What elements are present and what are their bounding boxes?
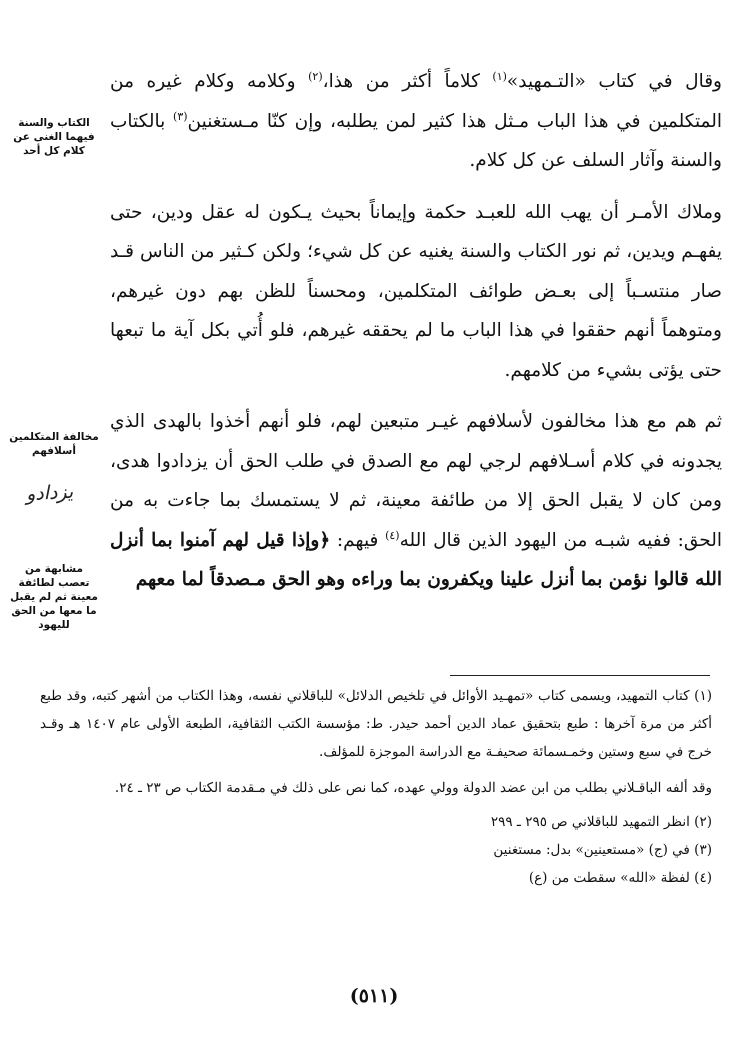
footnote-separator	[450, 675, 710, 676]
footnotes	[40, 682, 712, 892]
paragraph-3-text-a: ثم هم مع هذا مخالفون لأسلافهم غيـر متبعين لهم، فلو أنهم أخذوا بالهدى الذي يجدونه في كلام أسـلافهم لرجي لهم مع الصدق في طلب الحق أن يزدادوا هدى، ومن كان لا يقبل الحق إلا من طائفة معينة، ثم لا يستمسك بما جاءت به من الحق: ففيه شبـه من اليهود الذين قال الله	[110, 411, 723, 551]
footnote-ref-4: (٤)	[385, 528, 400, 542]
main-text	[110, 62, 722, 600]
footnote-ref-3: (٣)	[173, 109, 188, 123]
margin-note-3: مشابهة من تعصب لطائفة معينة ثم لم يقبل ما معها من الحق لليهود	[10, 563, 98, 631]
margin-note-2: مخالفة المتكلمين أسلافهم	[9, 431, 99, 457]
handwritten-note: يزدادو	[25, 480, 74, 506]
margin-note-1: الكتاب والسنة فيهما الغنى عن كلام كل أحد	[13, 117, 95, 157]
footnote-3: (٣) في (ج) «مستعينين» بدل: مستغنين	[493, 842, 712, 858]
paragraph-1	[110, 62, 722, 181]
footnote-1-continuation: وقد ألفه الباقـلاني بطلب من ابن عضد الدولة وولي عهده، كما نص على ذلك في مـقدمة الكتاب ص ٢٣ ـ ٢٤.	[114, 780, 712, 796]
paragraph-3	[110, 402, 722, 600]
quran-verse: ﴿وإذا قيل لهم آمنوا بما أنزل الله قالوا نؤمن بما أنزل علينا ويكفرون بما وراءه وهو الحق مـصدقاً لما معهم	[110, 529, 722, 590]
paragraph-3-text-b: فيهم:	[330, 529, 386, 551]
footnote-ref-1: (١)	[492, 69, 507, 83]
paragraph-2: وملاك الأمـر أن يهب الله للعبـد حكمة وإيماناً بحيث يـكون له عقل ودين، حتى يفهـم ويدين، ثم نور الكتاب والسنة يغنيه عن كل شيء؛ ولكن كـثير من الناس قـد صار منتسـباً إلى بعـض طوائف المتكلمين، ومحسناً للظن بهم دون غيرهم، ومتوهماً أنهم حققوا في هذا الباب ما لم يحققه غيرهم، فلو أُتي بكل آية ما تبعها حتى يؤتى بشيء من كلامهم.	[110, 201, 722, 381]
footnote-2: (٢) انظر التمهيد للباقلاني ص ٢٩٥ ـ ٢٩٩	[490, 814, 712, 830]
paragraph-1-text-c: وكلامه وكلام غيره من المتكلمين في هذا الباب مـثل هذا كثير لمن يطلبه، وإن كنّا مـستغنين	[110, 71, 722, 132]
footnote-ref-2: (٢)	[308, 69, 323, 83]
paragraph-1-text-a: وقال في كتاب «التـمهيد»	[506, 71, 722, 92]
paragraph-1-text-b: كلاماً أكثر من هذا،	[322, 71, 493, 92]
paragraph-1-text-d: بالكتاب والسنة وآثار السلف عن كل كلام.	[110, 110, 722, 171]
footnote-1: (١) كتاب التمهيد، ويسمى كتاب «تمهـيد الأوائل في تلخيص الدلائل» للباقلاني نفسه، وهذا الكتاب من أشهر كتبه، وقد طبع أكثر من مرة آخرها : طبع بتحقيق عماد الدين أحمد حيدر. ط: مؤسسة الكتب الثقافية، الطبعة الأولى عام ١٤٠٧ هـ وقـد خرج في سبع وستين وخمـسمائة صحيفـة مع الدراسة الموجزة للمؤلف.	[40, 688, 713, 760]
footnote-4: (٤) لفظة «الله» سقطت من (ع)	[528, 870, 712, 886]
page-number: (٥١١)	[349, 985, 399, 1007]
